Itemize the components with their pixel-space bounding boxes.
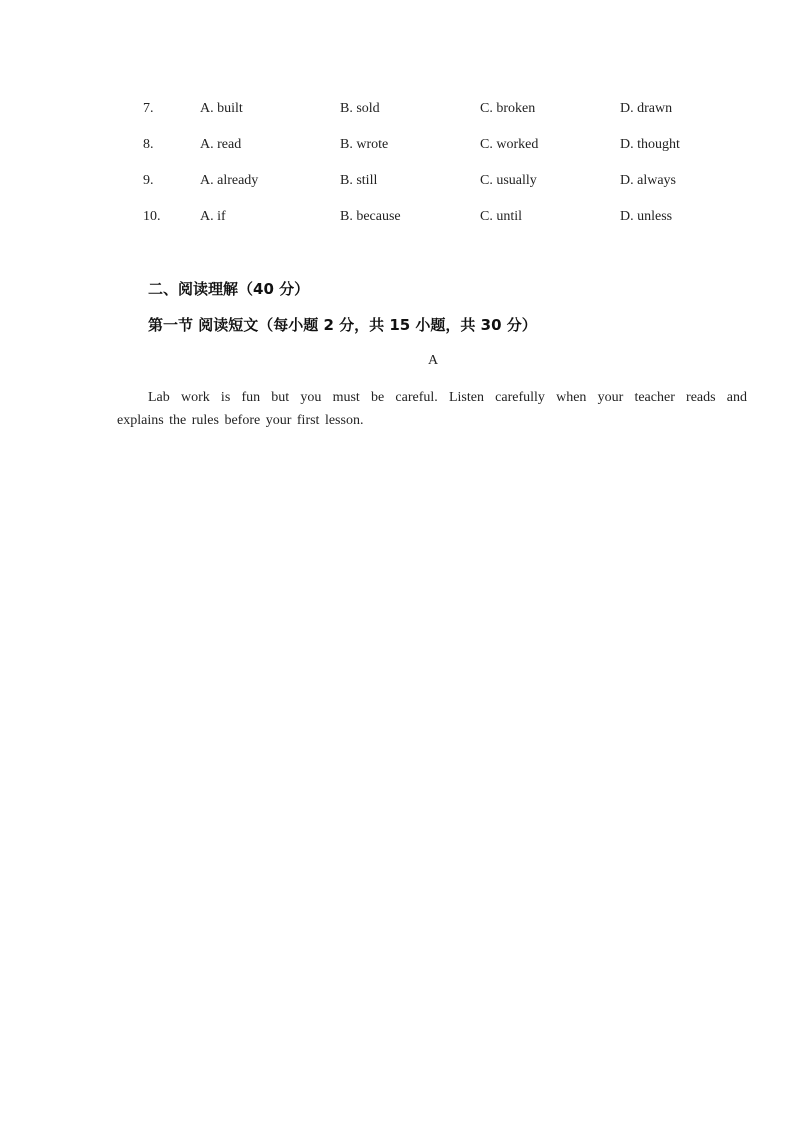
question-number: 7. [143,101,154,116]
option-d: D. thought [620,137,680,152]
passage-line: explains the rules before your first lesson. [117,413,364,428]
option-b: B. wrote [340,137,389,152]
reading-passage [117,386,747,432]
question-row-7 [0,99,794,119]
option-c: C. worked [480,137,539,152]
passage-line: Lab work is fun but you must be careful. Listen carefully when your teacher reads and [148,390,747,405]
option-b: B. because [340,209,401,224]
option-c: C. usually [480,173,537,188]
question-row-8 [0,135,794,155]
option-d: D. unless [620,209,673,224]
section-heading: 二、阅读理解（40 分） [148,280,310,298]
option-c: C. until [480,209,523,224]
question-row-9 [0,171,794,191]
option-a: A. read [200,137,242,152]
option-d: D. always [620,173,676,188]
option-c: C. broken [480,101,536,116]
option-d: D. drawn [620,101,673,116]
option-a: A. already [200,173,259,188]
option-a: A. built [200,101,243,116]
question-number: 8. [143,137,154,152]
option-b: B. sold [340,101,380,116]
option-b: B. still [340,173,378,188]
option-a: A. if [200,209,226,224]
question-number: 10. [143,209,161,224]
passage-label: A [427,353,439,368]
question-number: 9. [143,173,154,188]
subsection-heading: 第一节 阅读短文（每小题 2 分，共 15 小题，共 30 分） [148,316,537,334]
question-row-10 [0,207,794,227]
